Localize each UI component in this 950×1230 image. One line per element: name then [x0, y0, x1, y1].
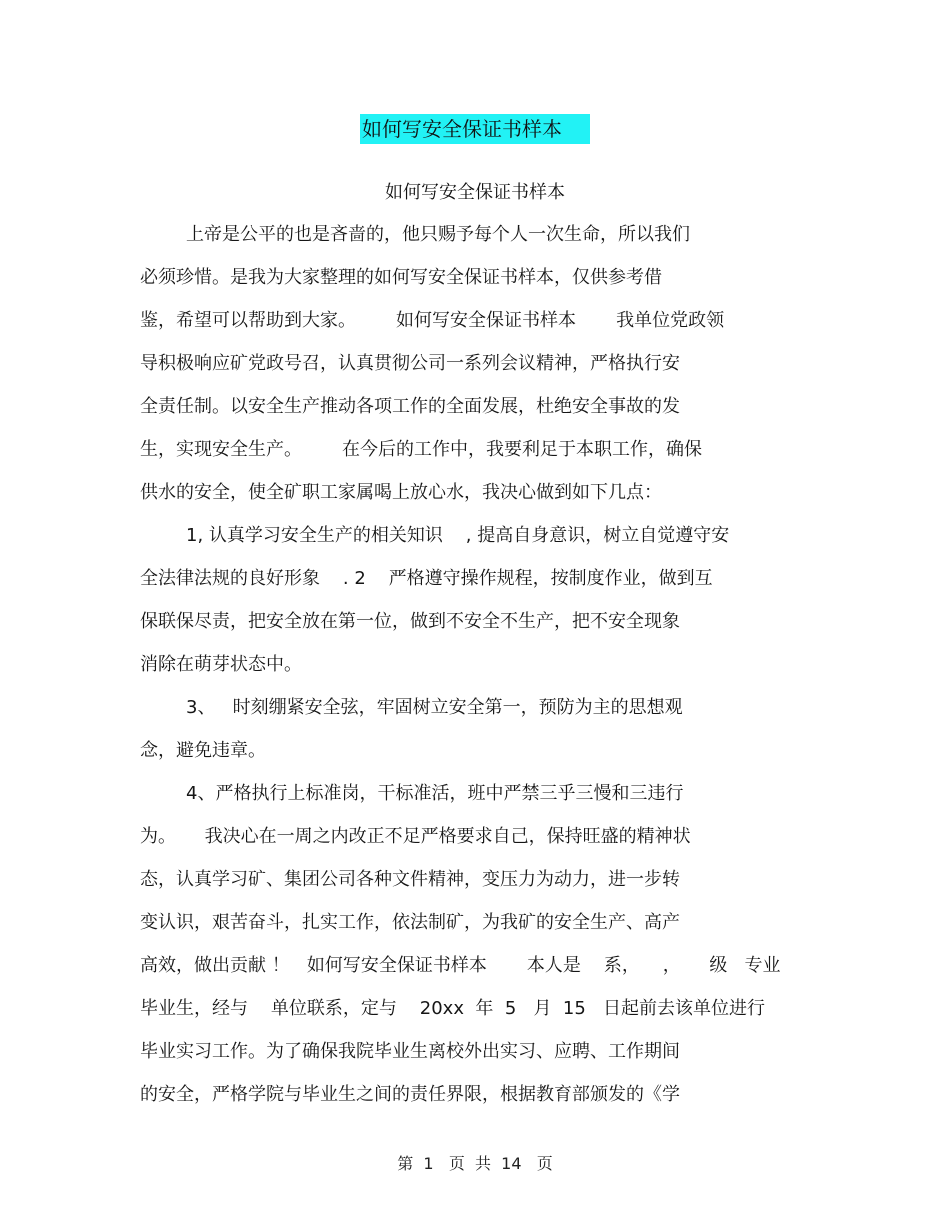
text-line: 3、 时刻绷紧安全弦，牢固树立安全第一，预防为主的思想观	[186, 697, 683, 718]
text-line: 的安全，严格学院与毕业生之间的责任界限，根据教育部颁发的《学	[140, 1084, 680, 1105]
text-line: 生，实现安全生产。 在今后的工作中，我要利足于本职工作，确保	[140, 439, 703, 460]
body-text	[140, 220, 810, 1123]
text-line: 念，避免违章。	[140, 740, 266, 761]
text-line: 上帝是公平的也是吝啬的，他只赐予每个人一次生命，所以我们	[186, 224, 690, 245]
title-container	[0, 114, 950, 144]
text-line: 毕业实习工作。为了确保我院毕业生离校外出实习、应聘、工作期间	[140, 1041, 680, 1062]
text-line: 变认识，艰苦奋斗，扎实工作，依法制矿，为我矿的安全生产、高产	[140, 912, 680, 933]
text-line: 鉴，希望可以帮助到大家。 如何写安全保证书样本 我单位党政领	[140, 310, 725, 331]
page-number-footer: 第 1 页 共 14 页	[397, 1154, 553, 1173]
text-line: 1, 认真学习安全生产的相关知识 , 提高自身意识，树立自觉遵守安	[186, 525, 730, 546]
text-line: 全责任制。以安全生产推动各项工作的全面发展，杜绝安全事故的发	[140, 396, 680, 417]
text-line: 态，认真学习矿、集团公司各种文件精神，变压力为动力，进一步转	[140, 869, 680, 890]
text-line: 必须珍惜。是我为大家整理的如何写安全保证书样本，仅供参考借	[140, 267, 662, 288]
text-line: 消除在萌芽状态中。	[140, 654, 302, 675]
text-line: 高效，做出贡献 ！ 如何写安全保证书样本 本人是 系， ， 级 专业	[140, 955, 781, 976]
text-line: 导积极响应矿党政号召，认真贯彻公司一系列会议精神，严格执行安	[140, 353, 680, 374]
text-line: 毕业生，经与 单位联系，定与 20xx 年 5 月 15 日起前去该单位进行	[140, 998, 765, 1019]
highlighted-title: 如何写安全保证书样本	[360, 114, 590, 144]
text-line: 为。 我决心在一周之内改正不足严格要求自己，保持旺盛的精神状	[140, 826, 691, 847]
text-line: 全法律法规的良好形象 . 2 严格遵守操作规程，按制度作业，做到互	[140, 568, 713, 589]
text-line: 保联保尽责，把安全放在第一位，做到不安全不生产，把不安全现象	[140, 611, 680, 632]
subtitle: 如何写安全保证书样本	[385, 182, 565, 203]
text-line: 4、严格执行上标准岗，干标准活，班中严禁三乎三慢和三违行	[186, 783, 684, 804]
text-line: 供水的安全，使全矿职工家属喝上放心水，我决心做到如下几点：	[140, 482, 662, 503]
